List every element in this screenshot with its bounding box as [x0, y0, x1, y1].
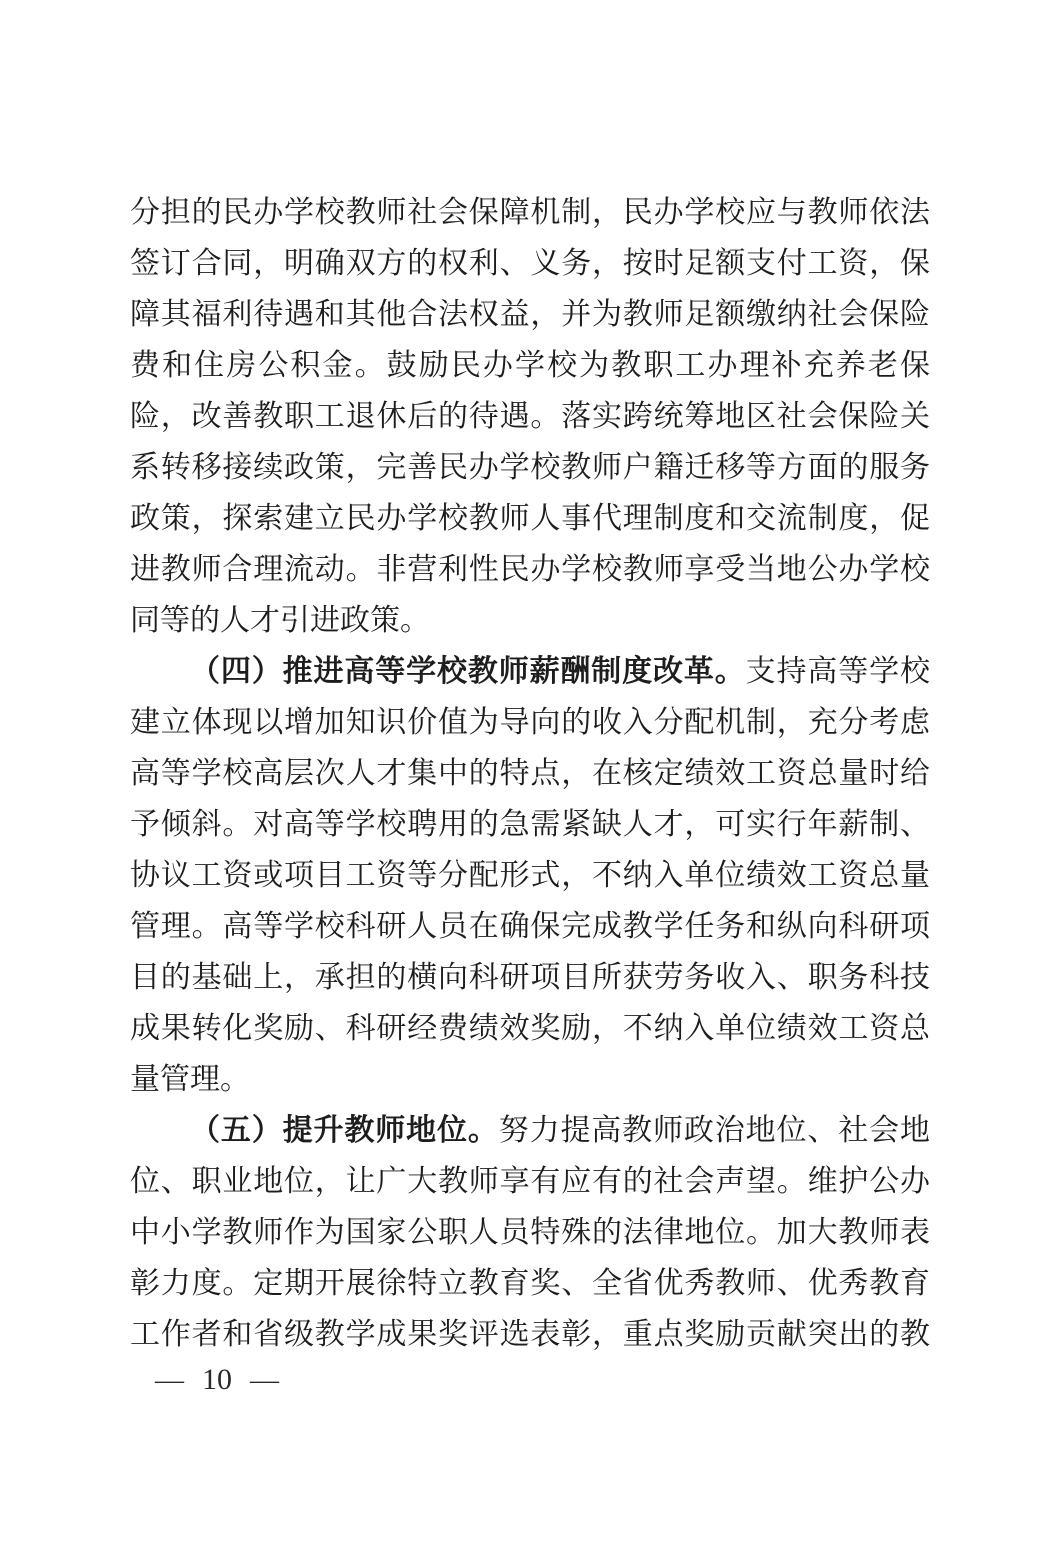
body-paragraph-3 — [130, 1105, 930, 1360]
text-line: 管理。高等学校科研人员在确保完成教学任务和纵向科研项 — [130, 910, 930, 943]
text-line: 分担的民办学校教师社会保障机制，民办学校应与教师依法 — [130, 196, 930, 229]
text-line — [130, 1105, 930, 1156]
text-line: 协议工资或项目工资等分配形式，不纳入单位绩效工资总量 — [130, 859, 930, 892]
text-line: 费和住房公积金。鼓励民办学校为教职工办理补充养老保 — [130, 349, 930, 382]
text-line: 同等的人才引进政策。 — [130, 604, 430, 637]
text-line: 签订合同，明确双方的权利、义务，按时足额支付工资，保 — [130, 247, 930, 280]
body-paragraph-2 — [130, 646, 930, 1105]
body-paragraph-1 — [130, 187, 930, 646]
text-line: 中小学教师作为国家公职人员特殊的法律地位。加大教师表 — [130, 1216, 930, 1249]
page-footer — [155, 1360, 279, 1400]
text-line: 予倾斜。对高等学校聘用的急需紧缺人才，可实行年薪制、 — [130, 808, 930, 841]
text-line: 目的基础上，承担的横向科研项目所获劳务收入、职务科技 — [130, 961, 930, 994]
footer-dash-left: — — [155, 1363, 184, 1396]
text-line: 政策，探索建立民办学校教师人事代理制度和交流制度，促 — [130, 502, 930, 535]
text-line: 彰力度。定期开展徐特立教育奖、全省优秀教师、优秀教育 — [130, 1267, 930, 1300]
text-line: 成果转化奖励、科研经费绩效奖励，不纳入单位绩效工资总 — [130, 1012, 930, 1045]
section-heading-4: （四）推进高等学校教师薪酬制度改革。 — [190, 655, 746, 688]
text-line: 量管理。 — [130, 1063, 250, 1096]
text-line — [130, 646, 930, 697]
page-number: 10 — [202, 1363, 232, 1396]
text-line: 障其福利待遇和其他合法权益，并为教师足额缴纳社会保险 — [130, 298, 930, 331]
text-line: 险，改善教职工退休后的待遇。落实跨统筹地区社会保险关 — [130, 400, 930, 433]
text-line: 建立体现以增加知识价值为导向的收入分配机制，充分考虑 — [130, 706, 930, 739]
section-heading-5: （五）提升教师地位。 — [190, 1114, 499, 1147]
text-line: 位、职业地位，让广大教师享有应有的社会声望。维护公办 — [130, 1165, 930, 1198]
text-run: 支持高等学校 — [745, 655, 930, 688]
footer-dash-right: — — [250, 1363, 279, 1396]
text-line: 进教师合理流动。非营利性民办学校教师享受当地公办学校 — [130, 553, 930, 586]
text-block — [130, 187, 930, 1360]
text-line: 高等学校高层次人才集中的特点，在核定绩效工资总量时给 — [130, 757, 930, 790]
text-line: 系转移接续政策，完善民办学校教师户籍迁移等方面的服务 — [130, 451, 930, 484]
text-run: 努力提高教师政治地位、社会地 — [498, 1114, 930, 1147]
text-line: 工作者和省级教学成果奖评选表彰，重点奖励贡献突出的教 — [130, 1318, 930, 1351]
